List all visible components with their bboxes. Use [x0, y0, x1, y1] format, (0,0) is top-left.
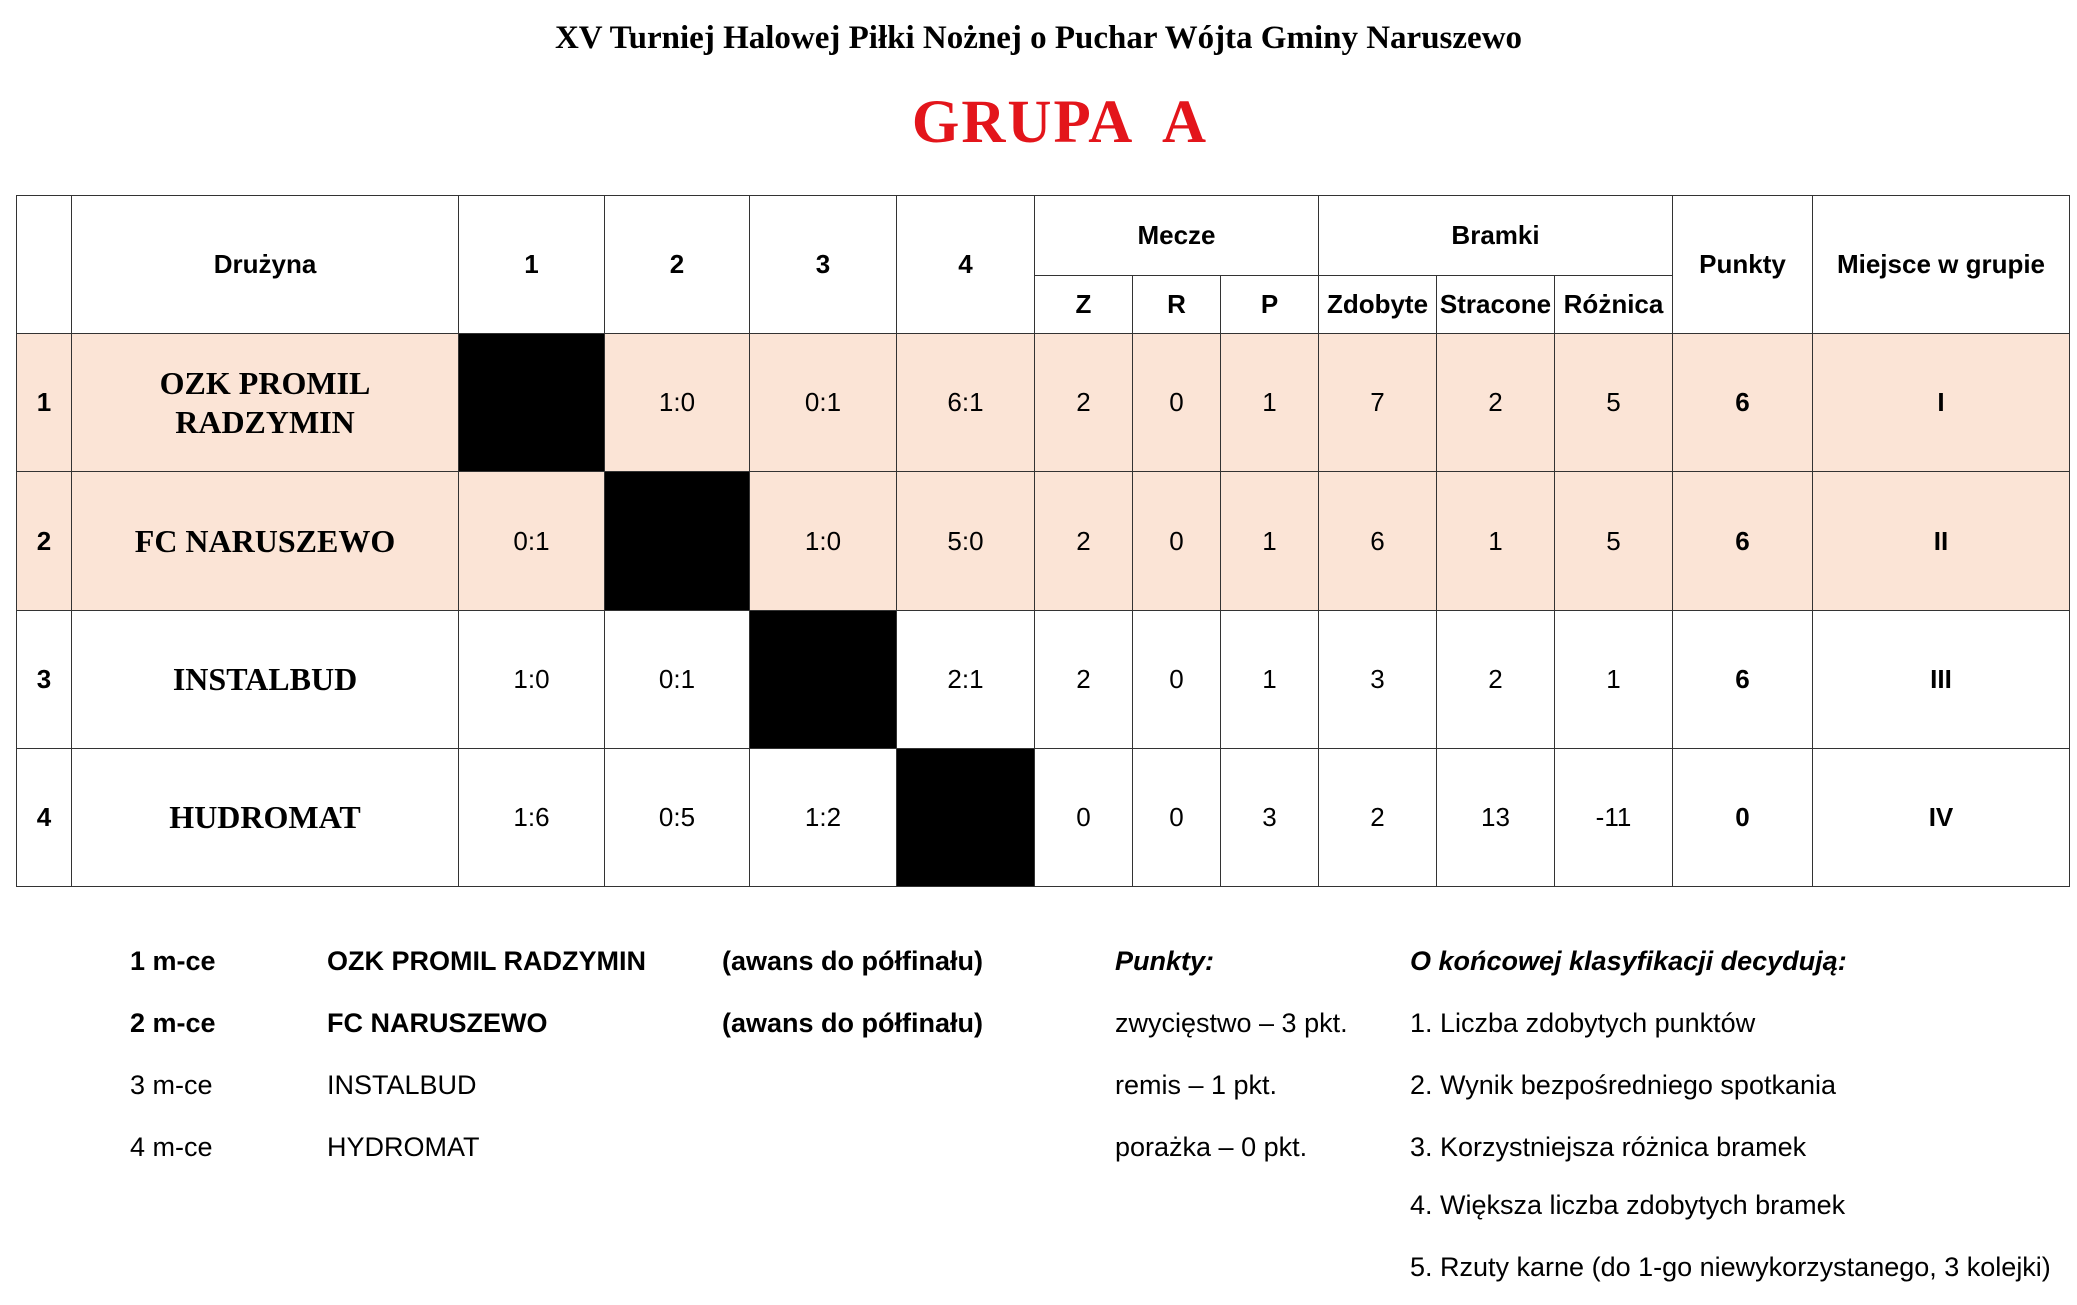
row-number: 4 [17, 749, 72, 887]
row-number: 2 [17, 472, 72, 611]
table-row [17, 472, 2070, 611]
header-col-4: 4 [897, 196, 1035, 334]
points-cell: 6 [1673, 611, 1813, 749]
goals-for-cell: 2 [1319, 749, 1437, 887]
standing-team: HYDROMAT [327, 1132, 480, 1162]
rule-item: 4. Większa liczba zdobytych bramek [1410, 1190, 1846, 1220]
table-row [17, 334, 2070, 472]
standing-team: INSTALBUD [327, 1070, 477, 1100]
group-table [16, 195, 2070, 887]
header-stracone: Stracone [1437, 276, 1555, 334]
header-z: Z [1035, 276, 1133, 334]
draws-cell: 0 [1133, 611, 1221, 749]
header-punkty: Punkty [1673, 196, 1813, 334]
header-corner [17, 196, 72, 334]
place-cell: IV [1813, 749, 2070, 887]
standing-place: 3 m-ce [130, 1070, 213, 1100]
goal-diff-cell: 5 [1555, 334, 1673, 472]
standing-note: (awans do półfinału) [722, 1008, 983, 1038]
wins-cell: 2 [1035, 611, 1133, 749]
points-item: remis – 1 pkt. [1115, 1070, 1278, 1100]
result-cell: 6:1 [897, 334, 1035, 472]
header-miejsce: Miejsce w grupie [1813, 196, 2070, 334]
result-cell: 0:1 [459, 472, 605, 611]
points-cell: 6 [1673, 334, 1813, 472]
team-name: HUDROMAT [72, 749, 459, 887]
result-cell: 0:1 [605, 611, 750, 749]
goal-diff-cell: 1 [1555, 611, 1673, 749]
result-cell: 0:5 [605, 749, 750, 887]
goal-diff-cell: 5 [1555, 472, 1673, 611]
standing-row [130, 1008, 1130, 1048]
standing-row [130, 946, 1130, 986]
goals-for-cell: 3 [1319, 611, 1437, 749]
team-name-line-2: RADZYMIN [175, 403, 355, 440]
standing-team: OZK PROMIL RADZYMIN [327, 946, 646, 976]
team-name-line-1: OZK PROMIL [159, 364, 371, 401]
standing-row [130, 1070, 1130, 1110]
goals-against-cell: 2 [1437, 334, 1555, 472]
result-cell: 1:0 [750, 472, 897, 611]
goal-diff-cell: -11 [1555, 749, 1673, 887]
goals-for-cell: 7 [1319, 334, 1437, 472]
wins-cell: 0 [1035, 749, 1133, 887]
team-name [72, 334, 459, 472]
header-roznica: Różnica [1555, 276, 1673, 334]
standing-row [130, 1132, 1130, 1172]
header-col-2: 2 [605, 196, 750, 334]
row-number: 3 [17, 611, 72, 749]
losses-cell: 1 [1221, 611, 1319, 749]
header-col-3: 3 [750, 196, 897, 334]
header-team: Drużyna [72, 196, 459, 334]
row-number: 1 [17, 334, 72, 472]
wins-cell: 2 [1035, 472, 1133, 611]
rule-item: 3. Korzystniejsza różnica bramek [1410, 1132, 1807, 1162]
rule-item: 2. Wynik bezpośredniego spotkania [1410, 1070, 1837, 1100]
header-col-1: 1 [459, 196, 605, 334]
result-cell: 1:0 [605, 334, 750, 472]
table-row [17, 611, 2070, 749]
self-match-cell [750, 611, 897, 749]
points-title: Punkty: [1115, 946, 1215, 976]
place-cell: III [1813, 611, 2070, 749]
losses-cell: 1 [1221, 472, 1319, 611]
goals-against-cell: 13 [1437, 749, 1555, 887]
points-cell: 0 [1673, 749, 1813, 887]
header-mecze: Mecze [1035, 196, 1319, 276]
standing-place: 2 m-ce [130, 1008, 216, 1038]
result-cell: 1:2 [750, 749, 897, 887]
standing-team: FC NARUSZEWO [327, 1008, 548, 1038]
rule-item: 1. Liczba zdobytych punktów [1410, 1008, 1756, 1038]
page-title: XV Turniej Halowej Piłki Nożnej o Puchar Wójta Gminy Naruszewo [554, 20, 1523, 56]
points-cell: 6 [1673, 472, 1813, 611]
standing-note: (awans do półfinału) [722, 946, 983, 976]
rule-item: 5. Rzuty karne (do 1-go niewykorzystanego, 3 kolejki) [1410, 1252, 2051, 1282]
header-r: R [1133, 276, 1221, 334]
wins-cell: 2 [1035, 334, 1133, 472]
points-item: zwycięstwo – 3 pkt. [1115, 1008, 1348, 1038]
result-cell: 2:1 [897, 611, 1035, 749]
draws-cell: 0 [1133, 749, 1221, 887]
self-match-cell [897, 749, 1035, 887]
goals-against-cell: 2 [1437, 611, 1555, 749]
standing-place: 4 m-ce [130, 1132, 213, 1162]
place-cell: II [1813, 472, 2070, 611]
table-row [17, 749, 2070, 887]
self-match-cell [605, 472, 750, 611]
group-title: GRUPA A [911, 89, 1209, 156]
header-zdobyte: Zdobyte [1319, 276, 1437, 334]
result-cell: 1:6 [459, 749, 605, 887]
place-cell: I [1813, 334, 2070, 472]
losses-cell: 1 [1221, 334, 1319, 472]
result-cell: 0:1 [750, 334, 897, 472]
draws-cell: 0 [1133, 472, 1221, 611]
standing-place: 1 m-ce [130, 946, 216, 976]
losses-cell: 3 [1221, 749, 1319, 887]
team-name: INSTALBUD [72, 611, 459, 749]
points-item: porażka – 0 pkt. [1115, 1132, 1308, 1162]
header-bramki: Bramki [1319, 196, 1673, 276]
rules-title: O końcowej klasyfikacji decydują: [1410, 946, 1847, 976]
header-p: P [1221, 276, 1319, 334]
draws-cell: 0 [1133, 334, 1221, 472]
goals-for-cell: 6 [1319, 472, 1437, 611]
self-match-cell [459, 334, 605, 472]
header-row [17, 196, 2070, 276]
result-cell: 5:0 [897, 472, 1035, 611]
result-cell: 1:0 [459, 611, 605, 749]
team-name: FC NARUSZEWO [72, 472, 459, 611]
goals-against-cell: 1 [1437, 472, 1555, 611]
